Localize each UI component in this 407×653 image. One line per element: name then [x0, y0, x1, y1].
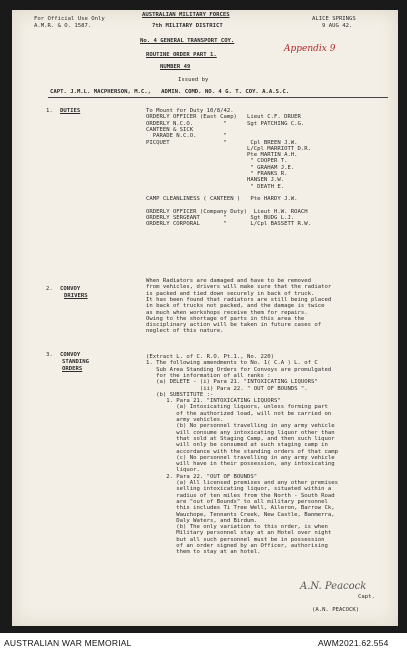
date: 9 AUG 42.: [322, 23, 353, 29]
section2-number: 2.: [46, 286, 53, 292]
order-line: (c) No personnel travelling in any army vehicle: [146, 454, 335, 461]
section2-heading-line2: DRIVERS: [64, 293, 88, 299]
order-line: (a) All licensed premises and any other premises: [146, 480, 338, 486]
order-line: (a) Intoxicating liquors, unless forming part: [146, 404, 328, 411]
document-page: [12, 10, 398, 626]
duty-line: CAMP CLEANLINESS ( CANTEEN ) Pte HARDY J.W.: [146, 196, 298, 203]
order-line: will only be consumed at such staging camp in: [146, 442, 328, 449]
district-title: 7th MILITARY DISTRICT: [152, 23, 223, 29]
archive-id: AWM2021.62.554: [318, 638, 389, 648]
order-line: this includes Ti Tree Well, Aileron, Barrow Ck,: [146, 505, 335, 512]
text-line: as much when workshops receive them for repairs.: [146, 309, 308, 316]
duty-line: ORDERLY CORPORAL " L/Cpl BASSETT R.W.: [146, 221, 312, 228]
order-number: NUMBER 49: [160, 64, 191, 70]
duty-line: Pte MARTIN A.H.: [146, 152, 298, 159]
order-line: but all such personnel must be in possession: [146, 536, 325, 543]
duty-line: CANTEEN & SICK: [146, 126, 194, 133]
duty-line: ORDERLY SERGEANT " Sgt BUDG L.J.: [146, 215, 295, 222]
duty-line: L/Cpl MARRIOTT D.R.: [146, 145, 312, 152]
order-line: (b) SUBSTITUTE :-: [146, 391, 214, 398]
section2-heading-line1: CONVOY: [60, 286, 81, 292]
order-line: Daly Waters, and Birdum.: [146, 517, 258, 524]
issued-by-label: Issued by: [178, 77, 209, 83]
order-line: will have in their possession, any intoxicating: [146, 461, 335, 468]
order-line: will consume any intoxicating liquor other than: [146, 429, 335, 436]
section3-heading-line3: ORDERS: [62, 366, 83, 372]
order-line: (b) No personnel travelling in any army vehicle: [146, 423, 335, 430]
order-line: of an order signed by an Officer, authorising: [146, 543, 328, 549]
signature: A.N. Peacock: [300, 581, 367, 592]
archive-name: AUSTRALIAN WAR MEMORIAL: [4, 638, 132, 648]
unit-title: No. 4 GENERAL TRANSPORT COY.: [140, 38, 235, 44]
section3-heading-line2: STANDING: [62, 359, 89, 365]
duty-line: " COOPER T.: [146, 158, 288, 165]
duty-line: " DEATH E.: [146, 183, 285, 190]
order-line: Wauchope, Tennants Creek, New Castle, Banmerra,: [146, 511, 335, 518]
order-line: that sold at Staging Camp, and then such liquor: [146, 435, 335, 442]
text-line: When Radiators are damaged and have to be removed: [146, 278, 312, 284]
order-line: (a) DELETE - (i) Para 21. "INTOXICATING LIQUORS": [146, 379, 318, 386]
order-line: (Extract L. of C. R.O. Pt.1., No. 220): [146, 354, 274, 360]
text-line: is packed and tied down securely in back of truck.: [146, 290, 315, 297]
orders-title: ROUTINE ORDER PART 1.: [146, 52, 217, 58]
duty-line: ORDERLY OFFICER (Company Duty) Lieut H.W. ROACH: [146, 208, 308, 215]
text-line: neglect of this nature.: [146, 328, 224, 335]
order-line: accordance with the standing orders of that camp: [146, 448, 338, 455]
location: ALICE SPRINGS: [312, 16, 356, 22]
order-line: Sub Area Standing Orders for Convoys are promulgated: [146, 366, 332, 373]
duty-line: ORDERLY OFFICER (East Camp) Lieut C.F. DRUER: [146, 114, 301, 121]
text-line: It has been found that radiators are still being placed: [146, 296, 332, 303]
signatory-rank: Capt.: [358, 594, 375, 600]
order-line: are "out of Bounds" to all military personnel: [146, 498, 328, 505]
order-line: army vehicles.: [146, 417, 224, 423]
signatory-name: (A.N. PEACOCK): [312, 607, 360, 613]
section3-number: 3.: [46, 352, 53, 358]
section1-number: 1.: [46, 108, 53, 114]
section3-heading-line1: CONVOY: [60, 352, 81, 358]
order-line: 2. Para 22. "OUT OF BOUNDS": [146, 473, 258, 480]
duty-line: ORDERLY N.C.O. " Sgt PATCHING C.G.: [146, 120, 305, 127]
order-line: radius of ten miles from the North - South Road: [146, 492, 335, 499]
issuer-line: CAPT. J.M.L. MACPHERSON, M.C., ADMIN. COMD. NO. 4 G. T. COY. A.A.S.C.: [50, 89, 290, 95]
duty-line: HANSEN J.W.: [146, 177, 285, 184]
order-line: (ii) Para 22. " OUT OF BOUNDS ".: [146, 385, 308, 392]
duty-line: " FRANKS R.: [146, 171, 288, 177]
amr-reference: A.M.R. & O. 1587.: [34, 23, 92, 29]
forces-title: AUSTRALIAN MILITARY FORCES: [142, 12, 230, 18]
text-line: Owing to the shortage of parts in this area the: [146, 315, 305, 322]
order-line: 1. The following amendments to No. 1( C.A ) L. of C: [146, 360, 318, 367]
duty-line: " GRAHAM J.E.: [146, 164, 295, 171]
text-line: from vehicles, drivers will make sure that the radiator: [146, 284, 332, 291]
text-line: disciplinary action will be taken in future cases of: [146, 322, 322, 329]
order-line: (b) The only variation to this order, is when: [146, 524, 328, 531]
duty-line: PARADE N.C.O. ": [146, 133, 227, 140]
duty-line: PICQUET " Cpl BREEN J.W.: [146, 139, 298, 146]
duty-line: To Mount for Duty 10/8/42.: [146, 108, 234, 114]
archive-footer: [0, 633, 407, 653]
section1-heading: DUTIES: [60, 108, 81, 114]
order-line: 1. Para 21. "INTOXICATING LIQUORS": [146, 398, 281, 405]
order-line: for the information of all ranks :: [146, 372, 271, 379]
text-line: in back of trucks not packed, and the damage is twice: [146, 303, 325, 310]
header-rule: [48, 97, 388, 98]
order-line: selling intoxicating liquor, situated within a: [146, 486, 332, 493]
order-line: Military personnel stay at an Hotel over night: [146, 530, 332, 537]
appendix-annotation: Appendix 9: [284, 44, 336, 54]
order-line: of the authorized load, will not be carried on: [146, 410, 332, 417]
order-line: liquor.: [146, 467, 200, 474]
order-line: them to stay at an hotel.: [146, 549, 261, 556]
official-use-label: For Official Use Only: [34, 16, 105, 22]
